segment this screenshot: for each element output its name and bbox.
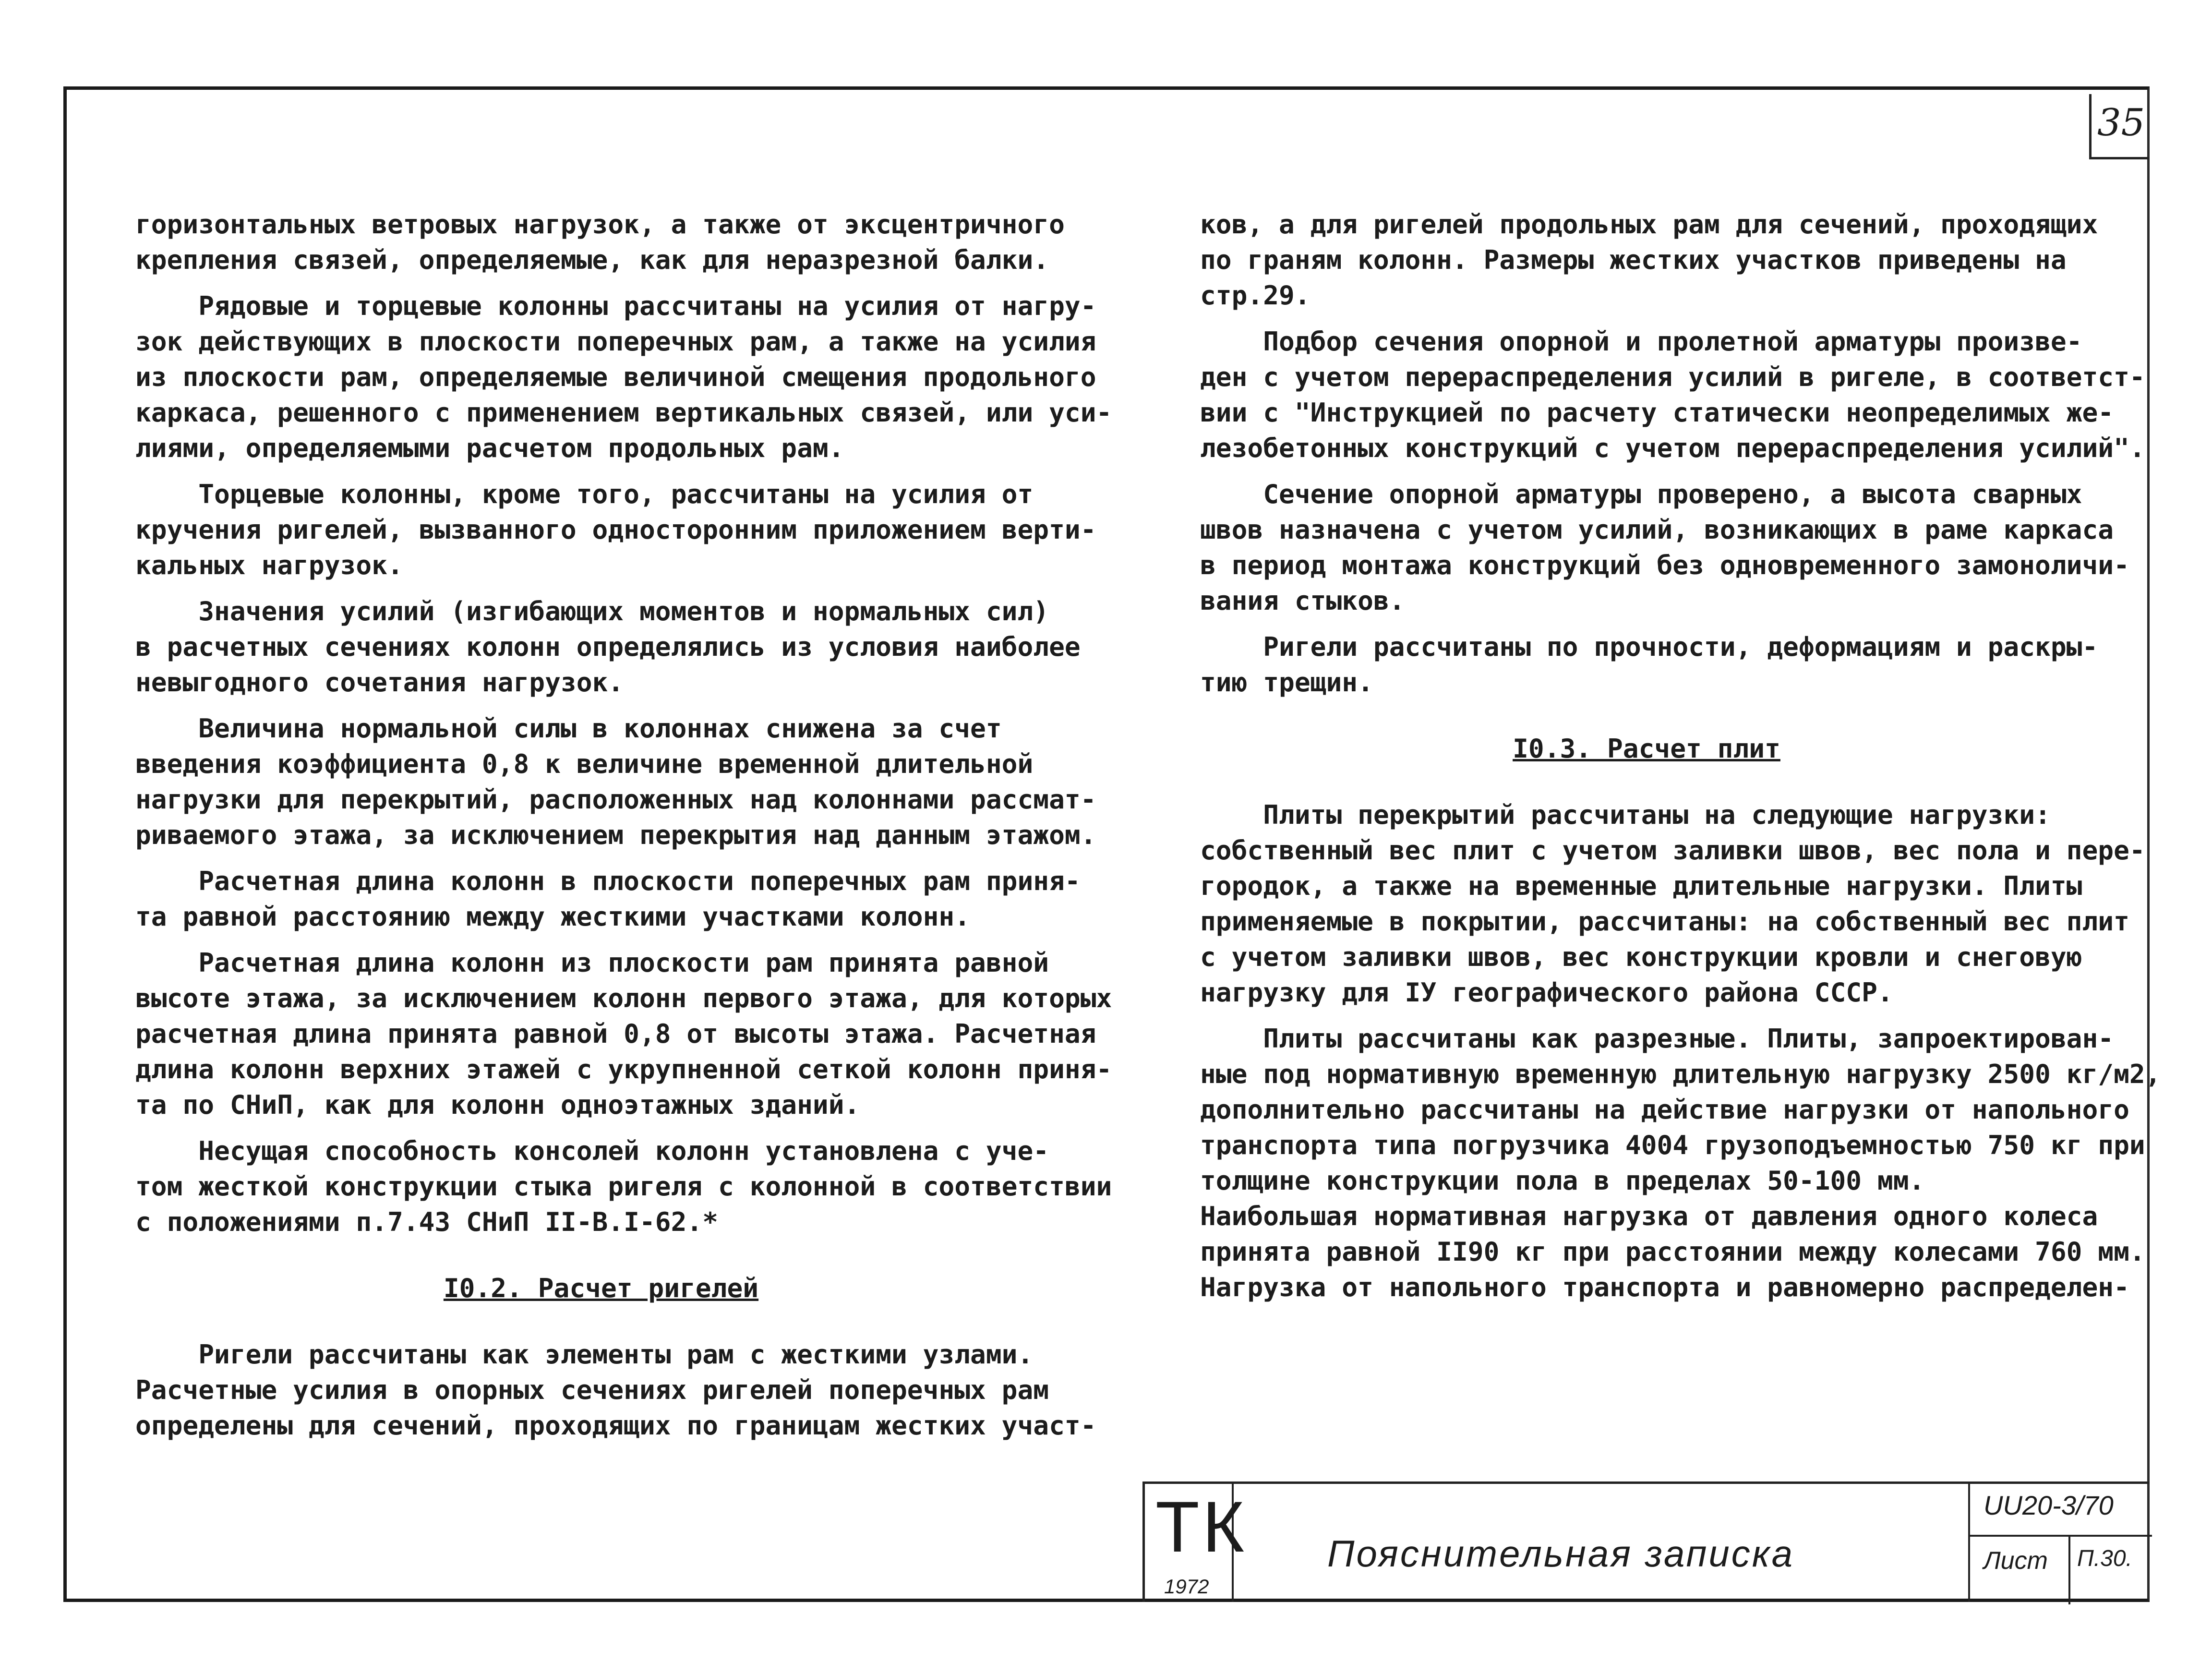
- sheet-number: П.30.: [2068, 1537, 2154, 1604]
- document-title: Пояснительная записка: [1327, 1532, 1794, 1575]
- section-heading-rigels: I0.2. Расчет ригелей: [443, 1273, 759, 1303]
- left-paragraph: Расчетная длина колонн из плоскости рам принята равной высоте этажа, за исключением колонн первого этажа, для которых расчетная длина принята равной 0,8 от высоты этажа. Расчетная длина колонн верхних этажей с укрупненной сеткой колонн приня- та по СНиП, как для колонн одноэтажных зданий.: [135, 947, 1112, 1120]
- right-paragraph: Плиты рассчитаны как разрезные. Плиты, запроектирован- ные под нормативную временную длительную нагрузку 2500 кг/м2, дополнительно рассчитаны на действие нагрузки от напольного транспорта типа погрузчика 4004 грузоподъемностью 750 кг при толщине конструкции пола в пределах 50-100 мм. Наибольшая нормативная нагрузка от давления одного колеса принята равной II90 кг при расстоянии между колесами 760 мм. Нагрузка от напольного транспорта и равномерно распределен-: [1200, 1023, 2161, 1302]
- section-heading-slabs: I0.3. Расчет плит: [1513, 733, 1780, 764]
- left-column: [135, 206, 1112, 1454]
- left-paragraph: Величина нормальной силы в колоннах снижена за счет введения коэффициента 0,8 к величине временной длительной нагрузки для перекрытий, расположенных над колоннами рассмат- риваемого этажа, за исключением перекрытия над данным этажом.: [135, 713, 1096, 850]
- right-paragraph: ков, а для ригелей продольных рам для сечений, проходящих по граням колонн. Размеры жестких участков приведены на стр.29.: [1200, 209, 2098, 311]
- right-paragraph: Подбор сечения опорной и пролетной арматуры произве- ден с учетом перераспределения усилий в ригеле, в соответст- вии с "Инструкцией по расчету статически неопределимых же- лезобетонных конструкций с учетом перераспределения усилий".: [1200, 326, 2145, 463]
- page-number: 35: [2089, 94, 2149, 159]
- left-paragraph: Значения усилий (изгибающих моментов и нормальных сил) в расчетных сечениях колонн определялись из условия наиболее невыгодного сочетания нагрузок.: [135, 596, 1081, 698]
- title-block: [1142, 1481, 2150, 1602]
- left-paragraph: Расчетная длина колонн в плоскости поперечных рам приня- та равной расстоянию между жесткими участками колонн.: [135, 866, 1081, 932]
- right-paragraph: Сечение опорной арматуры проверено, а высота сварных швов назначена с учетом усилий, возникающих в раме каркаса в период монтажа конструкций без одновременного замоноличи- вания стыков.: [1200, 479, 2129, 616]
- left-paragraph: Ригели рассчитаны как элементы рам с жесткими узлами. Расчетные усилия в опорных сечениях ригелей поперечных рам определены для сечений, проходящих по границам жестких участ-: [135, 1339, 1096, 1441]
- left-paragraph: горизонтальных ветровых нагрузок, а также от эксцентричного крепления связей, определяемые, как для неразрезной балки.: [135, 209, 1065, 275]
- left-paragraph: Рядовые и торцевые колонны рассчитаны на усилия от нагру- зок действующих в плоскости поперечных рам, а также на усилия из плоскости рам, определяемые величиной смещения продольного каркаса, решенного с применением вертикальных связей, или уси- лиями, определяемыми расчетом продольных рам.: [135, 290, 1112, 463]
- right-paragraph: Ригели рассчитаны по прочности, деформациям и раскры- тию трещин.: [1200, 631, 2098, 698]
- code-box: [1968, 1484, 2152, 1602]
- left-paragraph: Торцевые колонны, кроме того, рассчитаны на усилия от кручения ригелей, вызванного односторонним приложением верти- кальных нагрузок.: [135, 479, 1096, 580]
- right-column: [1200, 206, 2161, 1315]
- left-paragraph: Несущая способность консолей колонн установлена с уче- том жесткой конструкции стыка ригеля с колонной в соответствии с положениями п.7.43 СНиП II-В.I-62.*: [135, 1135, 1112, 1237]
- document-code: UU20-3/70: [1970, 1484, 2152, 1537]
- right-paragraph: Плиты перекрытий рассчитаны на следующие нагрузки: собственный вес плит с учетом заливки швов, вес пола и пере- городок, а также на временные длительные нагрузки. Плиты применяемые в покрытии, рассчитаны: на собственный вес плит с учетом заливки швов, вес конструкции кровли и снеговую нагрузку для IУ географического района СССР.: [1200, 799, 2145, 1008]
- logo-year: 1972: [1164, 1575, 1209, 1598]
- logo-mark: ТК: [1155, 1486, 1248, 1567]
- sheet-label: Лист: [1984, 1547, 2048, 1575]
- org-logo: [1145, 1484, 1248, 1602]
